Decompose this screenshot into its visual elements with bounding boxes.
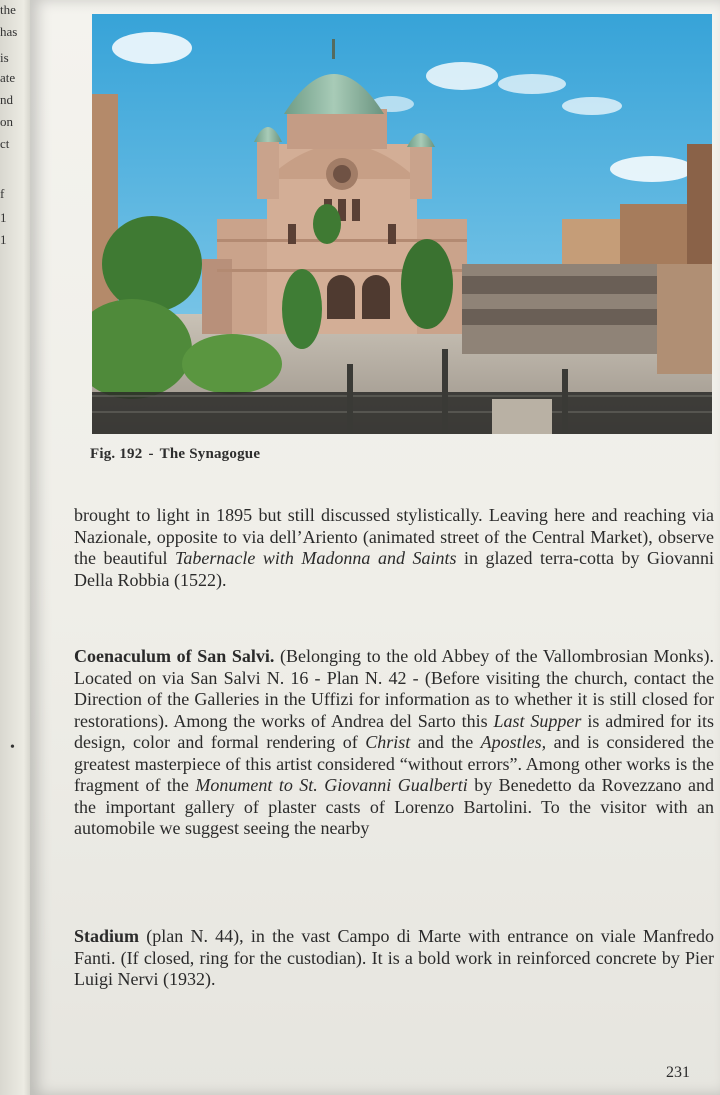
prev-page-fragment: the [0,2,16,17]
p1-run: in glazed terra-cotta by Giovanni Della Robbia (1522). [74,548,715,590]
figure-caption [90,446,260,463]
prev-page-fragment: on [0,114,13,129]
synagogue-illustration [92,14,712,434]
p2-run: and is considered the greatest masterpiece of this artist considered “without errors”. Among other works is the fragment of the [74,732,714,795]
p1-run: brought to light in 1895 but still discussed stylistically. Leaving here and reaching via Nazionale, opposite to via dell’Ariento (animated street of the Central Market), observe the beautiful [74,505,714,568]
p1-run: Tabernacle with Madonna and Saints [175,548,457,568]
p2-run: (Belonging to the old Abbey of the Vallombrosian Monks). Located on via San Salvi N. 16 - Plan N. 42 - (Before visiting the church, contact the Direction of the Galleries in the Uffizi for information as to whether it is still closed for restorations). Among the works of Andrea del Sarto this [74,646,714,731]
prev-page-fragment: is [0,50,9,65]
margin-dot: • [10,740,15,755]
p2-run: and the [410,732,481,752]
previous-page-edge [0,0,34,1095]
p2-run: Coenaculum of San Salvi. [74,646,275,666]
prev-page-fragment: 1 [0,232,7,247]
p3-run: Stadium [74,926,140,946]
prev-page-fragment: ate [0,70,16,85]
book-page [30,0,720,1095]
figure-number: Fig. 192 [90,446,143,462]
p3-run: (plan N. 44), in the vast Campo di Marte with entrance on viale Manfredo Fanti. (If closed, ring for the custodian). It is a bold work in reinforced concrete by Pier Luigi Nervi (1932). [74,926,714,989]
paragraph-stadium [74,926,714,991]
figure-separator: - [148,446,154,462]
prev-page-fragment: 1 [0,210,7,225]
prev-page-fragment: has [0,24,18,39]
prev-page-fragment: nd [0,92,13,107]
p2-run: Christ [365,732,411,752]
prev-page-fragment: ct [0,136,10,151]
p2-run: Monument to St. Giovanni Gualberti [195,775,468,795]
p2-run: is admired for its design, color and formal rendering of [74,710,715,752]
prev-page-fragment: f [0,186,5,201]
paragraph-coenaculum [74,646,714,840]
synagogue-photo [92,14,712,434]
figure-title: The Synagogue [159,446,261,462]
p2-run: Last Supper [493,710,582,731]
page-number: 231 [666,1064,690,1081]
p2-run: Apostles, [480,732,547,752]
p2-run: by Benedetto da Rovezzano and the important gallery of plaster casts of Lorenzo Bartolini. To the visitor with an automobile we suggest seeing the nearby [74,775,715,838]
paragraph-tabernacle [74,505,714,591]
